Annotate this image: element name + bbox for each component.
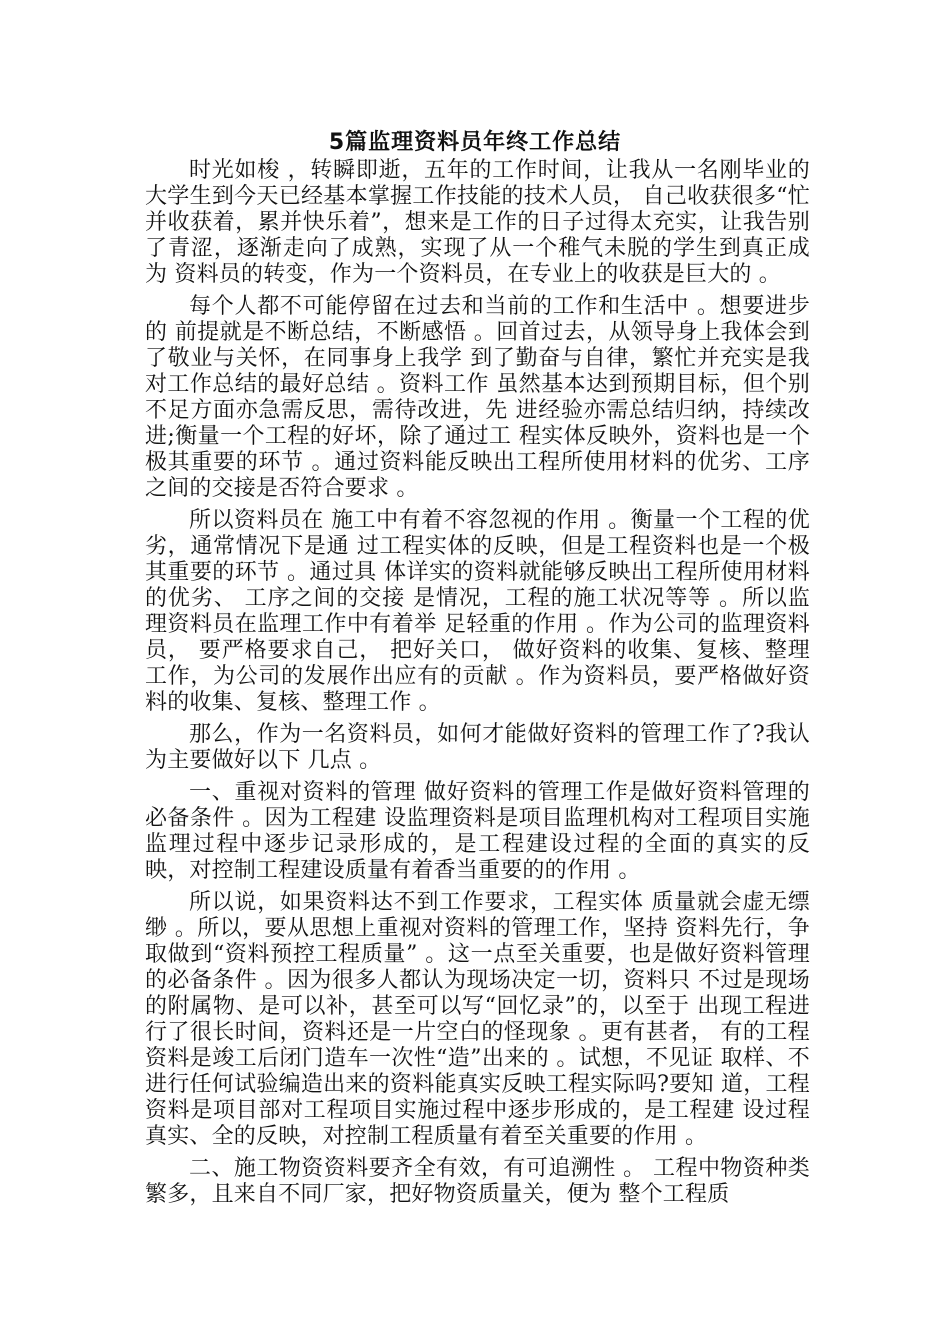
paragraph-3: 所以资料员在 施工中有着不容忽视的作用 。衡量一个工程的优劣，通常情况下是通 过工程实体的反映，但是工程资料也是一个极其重要的环节 。通过具 体详实的资料就能够反映出工程所使用材料的优劣、 工序之间的交接 是情况，工程的施工状况等等 。所以监理资料员在监理工作中有着举 足轻重的作用 。作为公司的监理资料员， 要严格要求自己， 把好关口， 做好资料的收集、复核、整理工作，为公司的发展作出应有的贡献 。作为资料员，要严格做好资料的收集、复核、整理工作 。 [145,508,810,715]
paragraph-5: 一、重视对资料的管理 做好资料的管理工作是做好资料管理的必备条件 。因为工程建 设监理资料是项目监理机构对工程项目实施监理过程中逐步记录形成的，是工程建设过程的全面的真实的反映，对控制工程建设质量有着香当重要的的作用 。 [145,780,810,883]
paragraph-1: 时光如梭 ，转瞬即逝，五年的工作时间，让我从一名刚毕业的 大学生到今天已经基本掌握工作技能的技术人员， 自己收获很多“忙 并收获着，累并快乐着”，想来是工作的日子过得太充实，让我告别 了青涩，逐渐走向了成熟，实现了从一个稚气未脱的学生到真正成为 资料员的转变，作为一个资料员，在专业上的收获是巨大的 。 [145,158,810,287]
paragraph-7: 二、施工物资资料要齐全有效，有可追溯性 。 工程中物资种类繁多，且来自不同厂家，把好物资质量关，便为 整个工程质 [145,1156,810,1207]
paragraph-4: 那么，作为一名资料员，如何才能做好资料的管理工作了?我认为主要做好以下 几点 。 [145,722,810,773]
paragraph-2: 每个人都不可能停留在过去和当前的工作和生活中 。想要进步的 前提就是不断总结，不断感悟 。回首过去，从领导身上我体会到了敬业与关怀，在同事身上我学 到了勤奋与自律，繁忙并充实是我对工作总结的最好总结 。资料工作 虽然基本达到预期目标，但个别不足方面亦急需反思，需待改进，先 进经验亦需总结归纳，持续改进;衡量一个工程的好坏，除了通过工 程实体反映外，资料也是一个极其重要的环节 。通过资料能反映出工程所使用材料的优劣、工序之间的交接是否符合要求 。 [145,294,810,501]
document-title: 5篇监理资料员年终工作总结 [328,130,622,155]
paragraph-6: 所以说，如果资料达不到工作要求，工程实体 质量就会虚无缥缈 。所以，要从思想上重视对资料的管理工作，坚持 资料先行，争取做到“资料预控工程质量” 。这一点至关重要，也是做好资料管理的必备条件 。因为很多人都认为现场决定一切，资料只 不过是现场的附属物、是可以补，甚至可以写“回忆录”的，以至于 出现工程进行了很长时间，资料还是一片空白的怪现象 。更有甚者， 有的工程资料是竣工后闭门造车一次性“造”出来的 。试想，不见证 取样、不进行任何试验编造出来的资料能真实反映工程实际吗?要知 道，工程资料是项目部对工程项目实施过程中逐步形成的，是工程建 设过程真实、全的反映，对控制工程质量有着至关重要的作用 。 [145,890,810,1149]
document-body [145,158,810,1214]
